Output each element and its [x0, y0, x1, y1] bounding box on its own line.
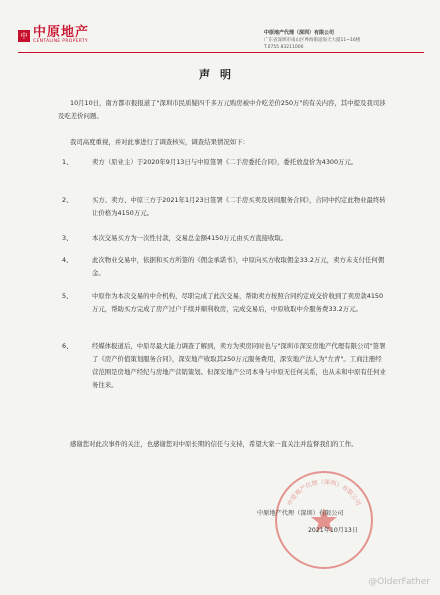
company-seal [272, 468, 376, 572]
letterhead-company: 中原地产代理（深圳）有限公司 [264, 30, 335, 36]
item-number: 5、 [62, 292, 73, 300]
item-number: 4、 [62, 256, 73, 264]
svg-text:中原地产代理（深圳）有限公司 [285, 478, 362, 507]
item-number: 3、 [62, 234, 73, 242]
item-number: 1、 [62, 158, 73, 166]
seal-text: 中原地产代理（深圳）有限公司 [286, 478, 362, 507]
logo-mark: 中原 [18, 30, 30, 42]
statement-item: 卖方（原业主）于2020年9月13日与中原签署《二手房委托合同》，委托放盘价为4300万元。 [92, 158, 358, 166]
signature-company: 中原地产代理（深圳）有限公司 [257, 510, 344, 517]
letterhead-divider [18, 52, 424, 53]
item-number: 6、 [62, 342, 73, 350]
letterhead-address: 广东省深圳市南山区粤海街道海天大厦11~16楼 [264, 38, 361, 43]
company-logo [18, 25, 90, 52]
statement-item: 中原作为本次交易的中介机构，尽职完成了此次交易，帮助卖方按照合同约定成交价收到了卖房款4150万元，帮助买方完成了房产过户手续并顺利收房，完成交易后，中原收取中介服务费33.2万元。 [92, 292, 384, 313]
statement-item: 买方、卖方、中原三方于2021年1月23日签署《二手房买卖及居间服务合同》，合同中约定此物业最终转让价格为4150万元。 [92, 196, 386, 217]
statement-item: 本次交易买方为一次性付款，交易总金额4150万元由买方直接收取。 [92, 234, 288, 242]
watermark: @OlderFather [368, 577, 430, 587]
closing-paragraph: 感谢您对此次事件的关注，也感谢您对中原长期的信任与支持，希望大家一直关注并监督我们的工作。 [70, 440, 358, 448]
document-title: 声明 [199, 68, 241, 81]
intro-paragraph: 10月10日，南方都市报报道了"深圳市民质疑四千多万元购房被中介吃差价250万"的有关内容，其中提及我司涉及吃差价问题。 [58, 99, 386, 120]
intro-result-line: 我司高度重视，并对此事进行了调查核实，调查结果情况如下： [70, 138, 249, 146]
item-number: 2、 [62, 196, 73, 204]
statement-item: 此次物业交易中，依据和买方所签的《佣金承诺书》，中原向买方收取佣金33.2万元，卖方未支付任何佣金。 [92, 256, 385, 277]
letterhead-contact [264, 30, 424, 51]
statement-item: 经媒体报道后，中原尽最大能力调查了解到，卖方为卖房同时也与"深圳市深安房地产代理有限公司"签署了《房产价值策划服务合同》，深安地产收取其250万元服务费用，深安地产法人为"左青"。工商注册经营范围是房地产经纪与房地产营销策划。但深安地产公司本身与中原无任何关系，也从未和中原有任何业务往来。 [92, 342, 386, 389]
signature-date: 2021年10月13日 [308, 527, 359, 534]
letterhead-phone: T.0755 83211000 [264, 45, 304, 50]
logo-english-name: CENTALINE PROPERTY [33, 39, 88, 44]
logo-chinese-name: 中原地产 [33, 25, 90, 40]
